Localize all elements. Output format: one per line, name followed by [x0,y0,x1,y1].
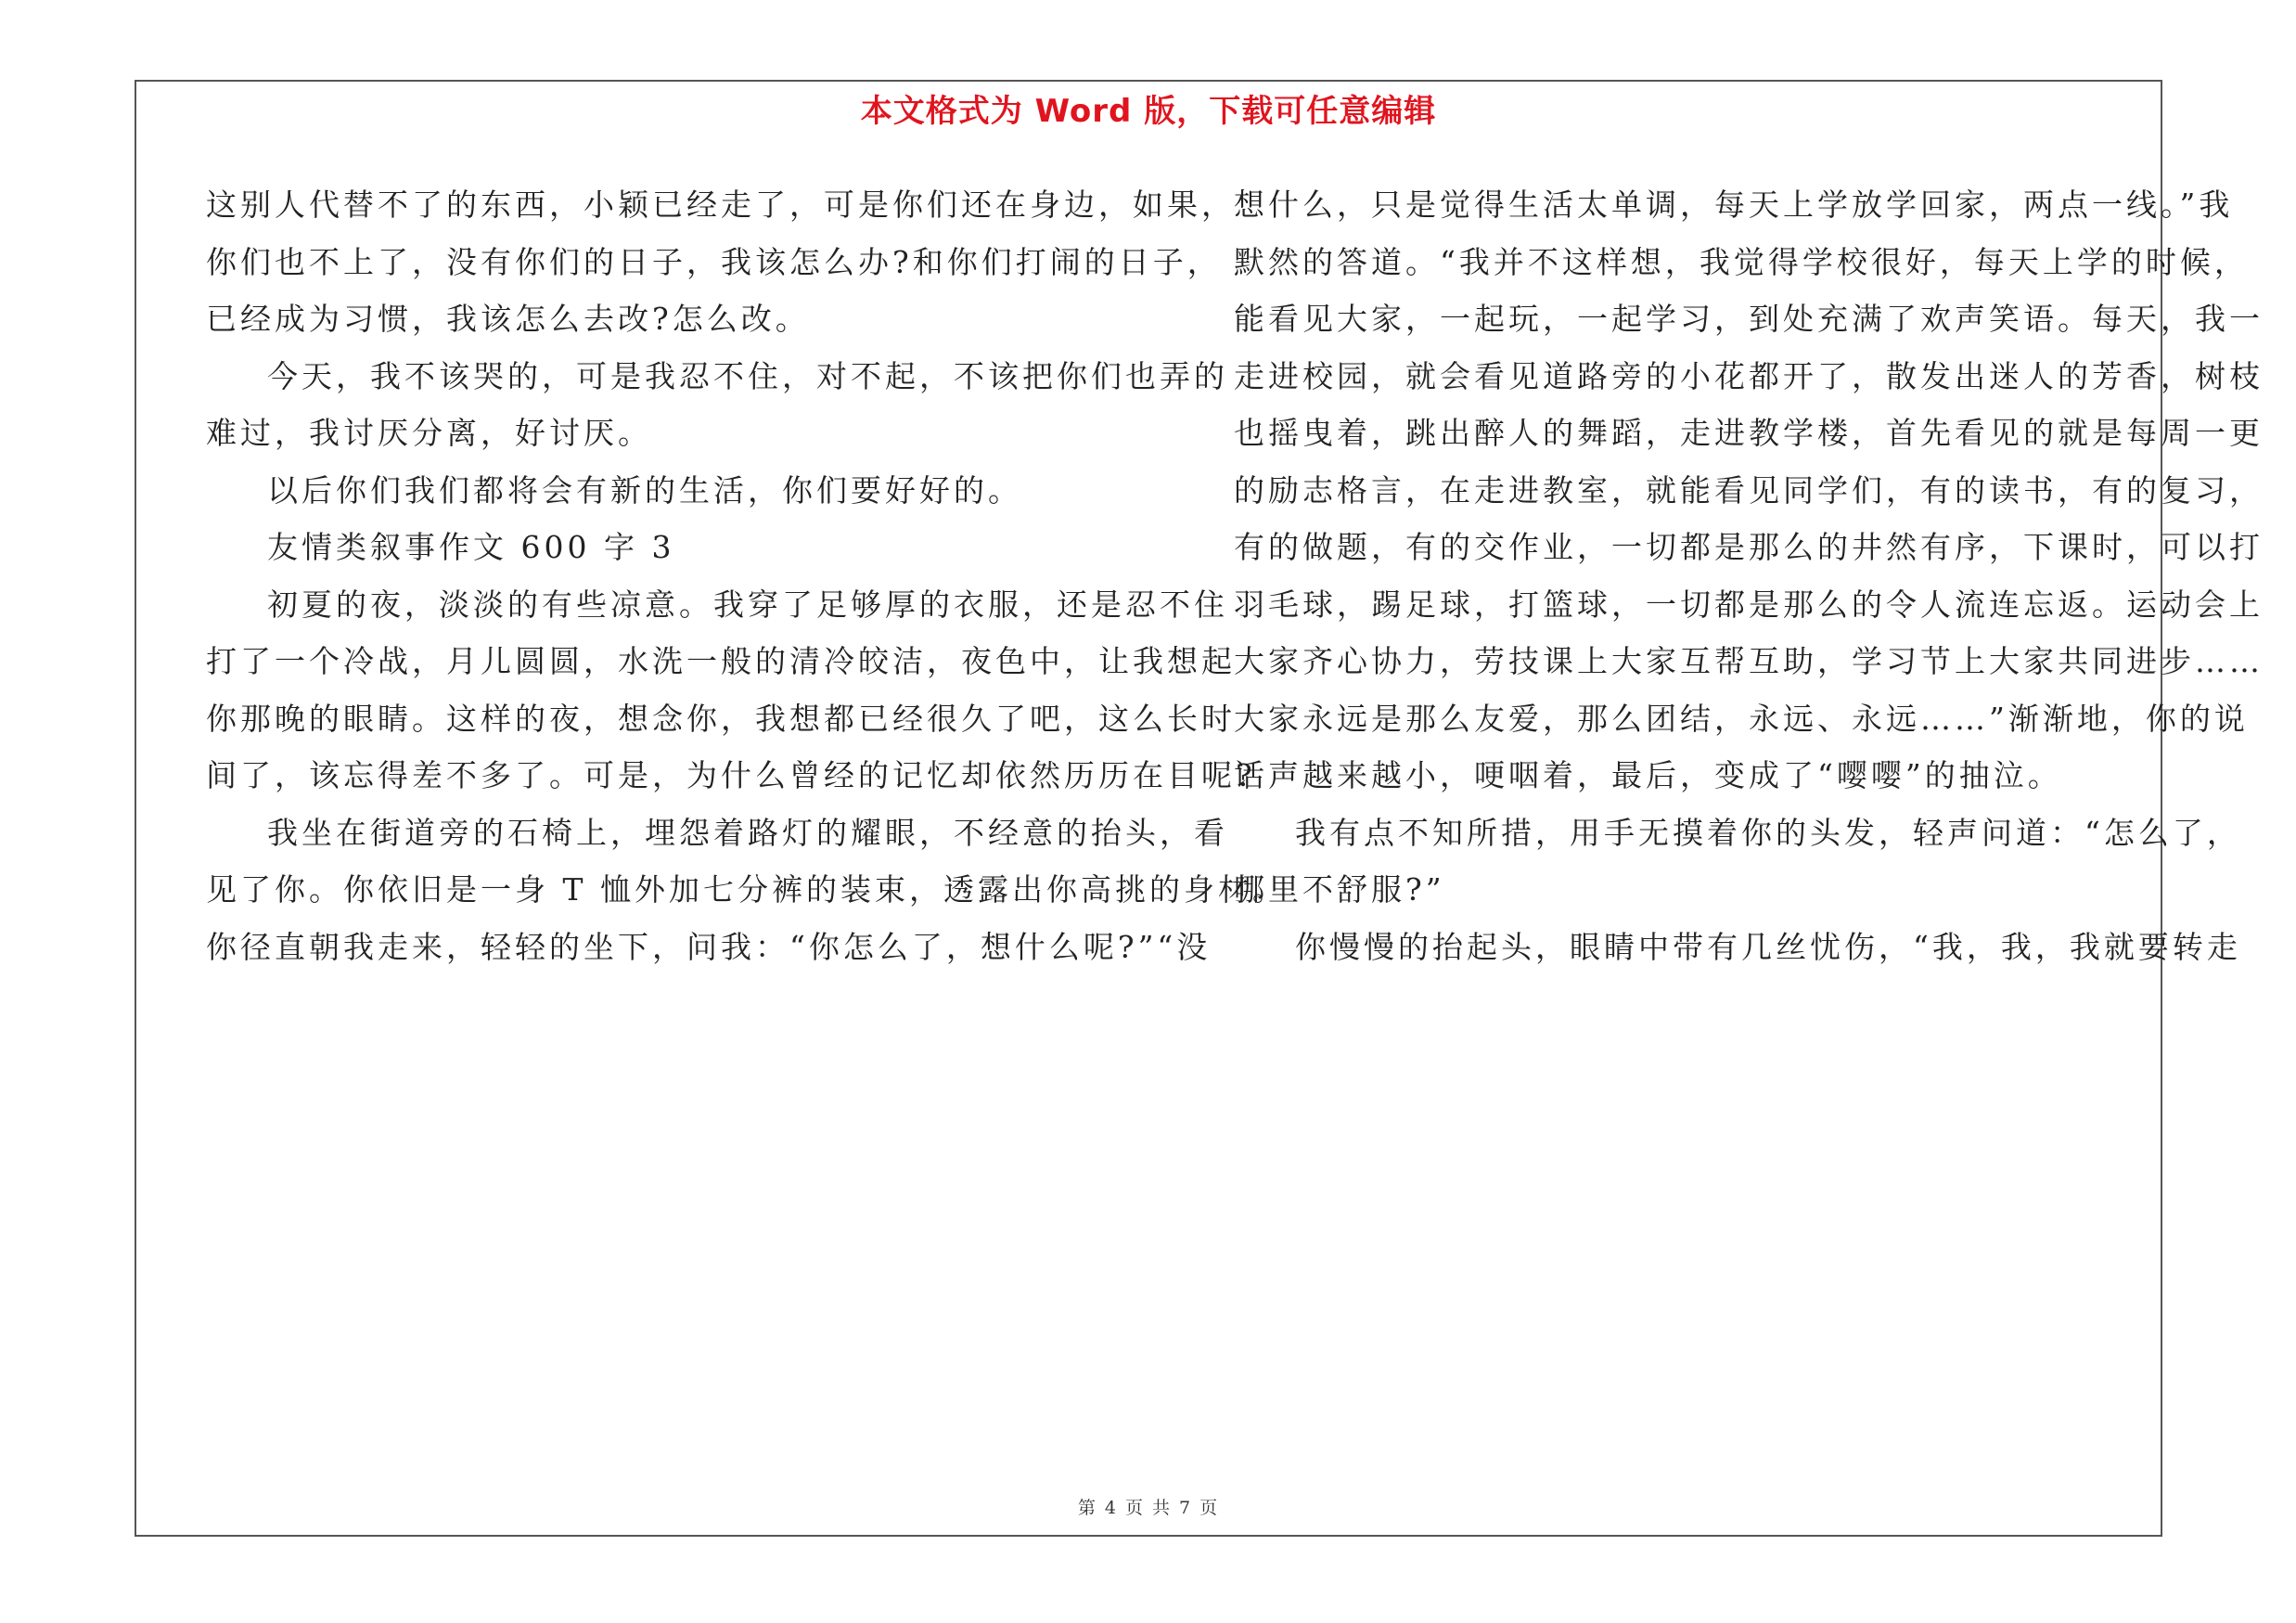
text-line: 想什么，只是觉得生活太单调，每天上学放学回家，两点一线。”我 [1234,187,2234,223]
text-line: 已经成为习惯，我该怎么去改?怎么改。 [206,301,810,337]
text-line: 打了一个冷战，月儿圆圆，水洗一般的清冷皎洁，夜色中，让我想起 [206,643,1236,679]
text-line: 你慢慢的抬起头，眼睛中带有几丝忧伤，“我，我，我就要转走 [1295,928,2241,965]
text-line: 能看见大家，一起玩，一起学习，到处充满了欢声笑语。每天，我一 [1234,301,2264,337]
text-line: 走进校园，就会看见道路旁的小花都开了，散发出迷人的芳香，树枝 [1234,357,2264,394]
text-line: 羽毛球，踢足球，打篮球，一切都是那么的令人流连忘返。运动会上 [1234,586,2264,623]
text-line: 你那晚的眼睛。这样的夜，想念你，我想都已经很久了吧，这么长时 [206,700,1236,737]
text-line: 默然的答道。“我并不这样想，我觉得学校很好，每天上学的时候， [1234,243,2249,280]
text-line: 有的做题，有的交作业，一切都是那么的井然有序，下课时，可以打 [1234,529,2264,565]
text-line: 这别人代替不了的东西，小颖已经走了，可是你们还在身边，如果， [206,187,1236,223]
text-line: 你们也不上了，没有你们的日子，我该怎么办?和你们打闹的日子， [206,243,1222,280]
text-line: 也摇曳着，跳出醉人的舞蹈，走进教学楼，首先看见的就是每周一更 [1234,415,2264,451]
page-number-footer: 第 4 页 共 7 页 [1077,1498,1220,1518]
text-line: 大家齐心协力，劳技课上大家互帮互助，学习节上大家共同进步…… [1234,643,2264,679]
text-line: 初夏的夜，淡淡的有些凉意。我穿了足够厚的衣服，还是忍不住 [267,586,1228,623]
text-line: 我坐在街道旁的石椅上，埋怨着路灯的耀眼，不经意的抬头，看 [267,814,1228,851]
text-line: 的励志格言，在走进教室，就能看见同学们，有的读书，有的复习， [1234,471,2264,509]
text-line: 难过，我讨厌分离，好讨厌。 [206,415,652,451]
text-line: 见了你。你依旧是一身 T 恤外加七分裤的装束，透露出你高挑的身材。 [206,871,1287,908]
format-banner: 本文格式为 Word 版，下载可任意编辑 [860,93,1437,130]
text-line: 以后你们我们都将会有新的生活，你们要好好的。 [267,471,1022,509]
text-line: 友情类叙事作文 600 字 3 [267,529,675,565]
text-line: 今天，我不该哭的，可是我忍不住，对不起，不该把你们也弄的 [267,357,1228,394]
text-line: 大家永远是那么友爱，那么团结，永远、永远……”渐渐地，你的说 [1234,700,2249,737]
text-line: 你径直朝我走来，轻轻的坐下，问我：“你怎么了，想什么呢?”“没 [206,928,1212,965]
text-line: 话声越来越小，哽咽着，最后，变成了“嘤嘤”的抽泣。 [1234,757,2062,793]
text-line: 我有点不知所措，用手无摸着你的头发，轻声问道：“怎么了， [1295,814,2241,851]
text-line: 间了，该忘得差不多了。可是，为什么曾经的记忆却依然历历在目呢? [206,757,1256,793]
text-line: 哪里不舒服?” [1234,871,1445,908]
